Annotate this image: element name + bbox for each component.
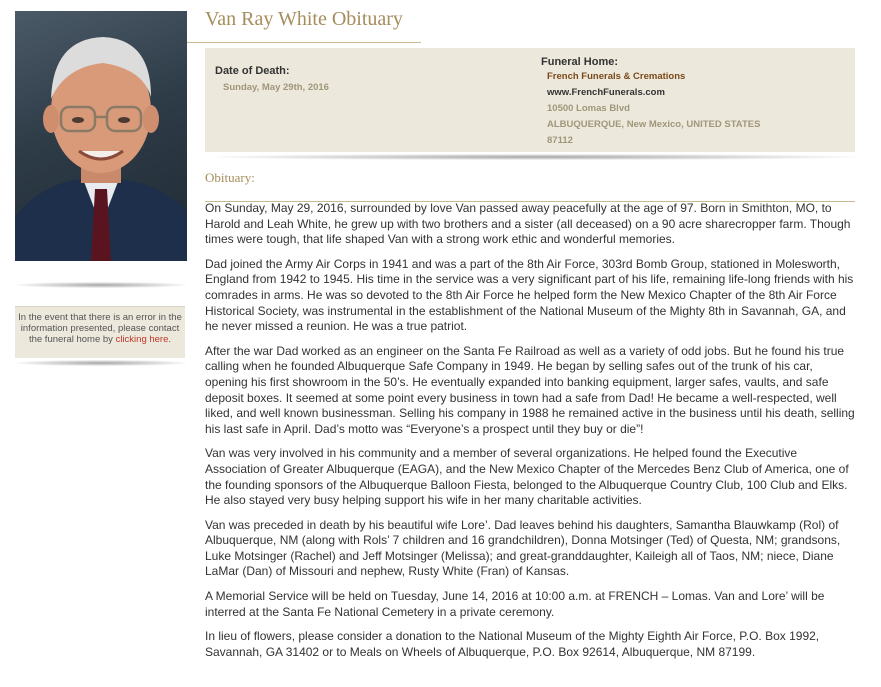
obituary-paragraph: Dad joined the Army Air Corps in 1941 and was a part of the 8th Air Force, 303rd Bomb Group, stationed in Molesworth, England from 1942 to 1945. His time in the service was a very significant part of his life, remaining life-long friends with his comrades in arms. He was so devoted to the 8th Air Force he helped form the New Mexico Chapter of the 8th Air Force Historical Society, was instrumental in the establishment of the National Museum of the Mighty 8th in Savannah, GA, and he never missed a reunion. He was a true patriot. — [205, 256, 854, 334]
funeral-home-street: 10500 Lomas Blvd — [547, 103, 630, 114]
funeral-home-city: ALBUQUERQUE, New Mexico, UNITED STATES — [547, 119, 761, 130]
error-report-link[interactable]: clicking here — [115, 334, 169, 345]
error-box-shadow — [15, 360, 187, 366]
portrait-photo — [15, 11, 187, 261]
title-divider — [187, 42, 421, 43]
obituary-label: Obituary: — [205, 170, 255, 185]
funeral-home-zip: 87112 — [547, 135, 573, 146]
obituary-paragraph: Van was very involved in his community and a member of several organizations. He helped found the Executive Association of Greater Albuquerque (EAGA), and the New Mexico Chapter of the Mercedes Benz Club of America, one of the founding sponsors of the Albuquerque Balloon Fiesta, belonged to the Albuquerque Country Club, 100 Club and Elks. He also stayed very busy helping support his wife in her many charitable activities. — [205, 446, 849, 508]
death-info-panel — [205, 48, 855, 152]
obituary-paragraph: In lieu of flowers, please consider a donation to the National Museum of the Mighty Eighth Air Force, P.O. Box 1992, Savannah, GA 31402 or to Meals on Wheels of Albuquerque, P.O. Box 92614, Albuquerque, NM 87199. — [205, 629, 820, 659]
info-panel-shadow — [215, 154, 855, 160]
portrait-image — [15, 11, 187, 261]
funeral-home-name: French Funerals & Cremations — [547, 71, 686, 82]
date-of-death-value: Sunday, May 29th, 2016 — [223, 82, 329, 93]
obituary-paragraph: Van was preceded in death by his beautiful wife Lore’. Dad leaves behind his daughters, Samantha Blauwkamp (Rol) of Albuquerque, NM (along with Rols’ 7 children and 16 grandchildren), Donna Motsinger (Ted) of Questa, NM; grandsons, Luke Motsinger (Rachel) and Jeff Motsinger (Melissa); and great-granddaughter, Kaileigh all of Taos, NM; niece, Diane LaMar (Dan) of Missouri and nephew, Rusty White (Fran) of Kansas. — [205, 517, 841, 579]
error-notice-end: . — [168, 334, 172, 345]
obituary-paragraph: A Memorial Service will be held on Tuesday, June 14, 2016 at 10:00 a.m. at FRENCH – Lomas. Van and Lore’ will be interred at the Santa Fe National Cemetery in a private ceremony. — [205, 589, 825, 619]
funeral-home-label: Funeral Home: — [541, 56, 619, 68]
error-notice — [15, 306, 185, 358]
funeral-home-website-link[interactable]: www.FrenchFunerals.com — [547, 87, 665, 98]
error-notice-text: In the event that there is an error in the information presented, please contact the funeral home by — [18, 312, 182, 345]
obituary-paragraph: After the war Dad worked as an engineer on the Santa Fe Railroad as well as a variety of odd jobs. But he found his true calling when he founded Albuquerque Safe Company in 1949. He began by selling safes out of the trunk of his car, opening his first showroom in the 50’s. He eventually expanded into banking equipment, larger safes, vaults, and safe deposit boxes. It seemed at some point every business in town had a safe from Dad! He became a well-respected, well liked, and well known businessman. Selling his company in 1988 he remained active in the business until his death, selling his last safe in April. Dad’s motto was “Everyone’s a prospect until they buy or die”! — [205, 343, 855, 436]
obituary-body — [205, 201, 858, 669]
obituary-paragraph: On Sunday, May 29, 2016, surrounded by love Van passed away peacefully at the age of 97. Born in Smithton, MO, to Harold and Leah White, he grew up with two brothers and a sister (all deceased) on a 90 acre sharecropper farm. Though times were tough, that life shaped Van with a strong work ethic and wonderful memories. — [205, 201, 851, 247]
date-of-death-label: Date of Death: — [215, 65, 290, 77]
photo-shadow — [15, 282, 187, 288]
page-title: Van Ray White Obituary — [205, 8, 403, 30]
